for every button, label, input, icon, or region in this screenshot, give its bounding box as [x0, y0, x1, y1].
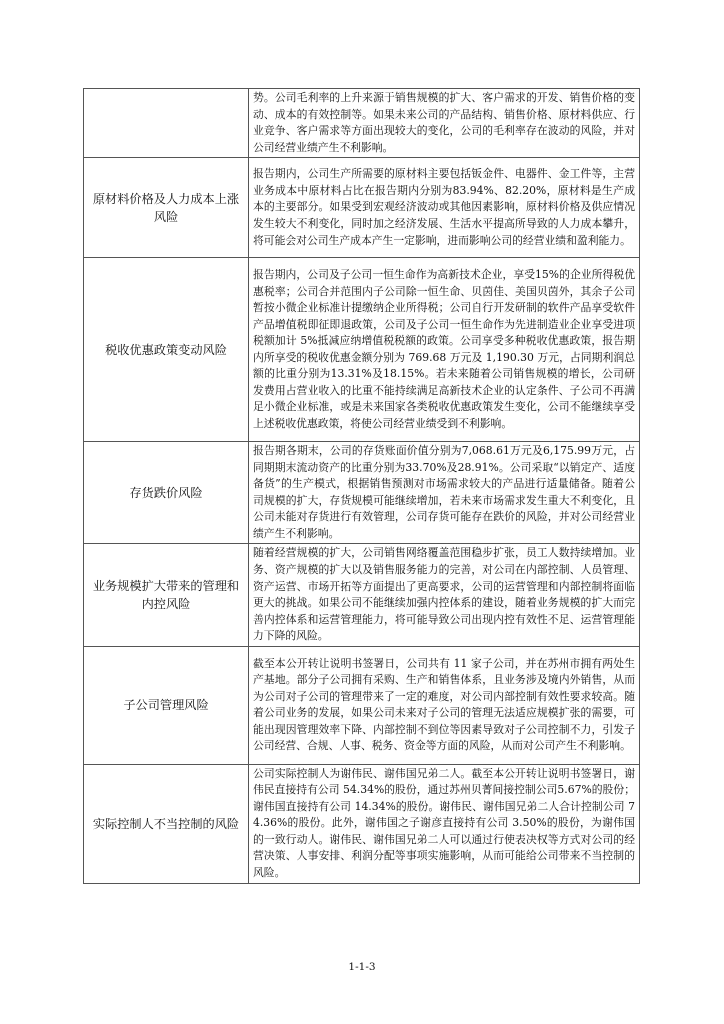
risk-description: 公司实际控制人为谢伟民、谢伟国兄弟二人。截至本公开转让说明书签署日，谢伟民直接持有公司 54.34%的股份，通过苏州贝菁间接控制公司5.67%的股份；谢伟国直接持有公司 14.34%的股份。谢伟民、谢伟国兄弟二人合计控制公司 74.36%的股份。此外，谢伟国之子谢彦直接持有公司 3.50%的股份，为谢伟国的一致行动人。谢伟民、谢伟国兄弟二人可以通过行使表决权等方式对公司的经营决策、人事安排、利润分配等事项实施影响，从而可能给公司带来不当控制的风险。 — [249, 764, 640, 883]
table-row — [84, 764, 640, 883]
risk-label: 税收优惠政策变动风险 — [84, 258, 249, 442]
risk-label: 实际控制人不当控制的风险 — [84, 764, 249, 883]
table-row — [84, 158, 640, 258]
table-row — [84, 258, 640, 442]
risk-description: 报告期内，公司及子公司一恒生命作为高新技术企业，享受15%的企业所得税优惠税率；公司合并范围内子公司除一恒生命、贝茵佳、美国贝茵外，其余子公司暂按小微企业标准计提缴纳企业所得税；公司自行开发研制的软件产品享受软件产品增值税即征即退政策，公司及子公司一恒生命作为先进制造业企业享受进项税额加计 5%抵减应纳增值税税额的政策。公司享受多种税收优惠政策，报告期内所享受的税收优惠金额分别为 769.68 万元及 1,190.30 万元，占同期利润总额的比重分别为13.31%及18.15%。若未来随着公司销售规模的增长，公司研发费用占营业收入的比重不能持续满足高新技术企业的认定条件、子公司不再满足小微企业标准，或是未来国家各类税收优惠政策发生变化，公司不能继续享受上述税收优惠政策，将使公司经营业绩受到不利影响。 — [249, 258, 640, 442]
risk-label: 原材料价格及人力成本上涨风险 — [84, 158, 249, 258]
table-row — [84, 442, 640, 544]
table-row — [84, 646, 640, 764]
risk-description: 报告期各期末，公司的存货账面价值分别为7,068.61万元及6,175.99万元，占同期期末流动资产的比重分别为33.70%及28.91%。公司采取“以销定产、适度备货”的生产模式，根据销售预测对市场需求较大的产品进行适量储备。随着公司规模的扩大，存货规模可能继续增加，若未来市场需求发生重大不利变化，且公司未能对存货进行有效管理，公司存货可能存在跌价的风险，并对公司经营业绩产生不利影响。 — [249, 442, 640, 544]
risk-label: 业务规模扩大带来的管理和内控风险 — [84, 544, 249, 646]
table-row — [84, 544, 640, 646]
risk-label — [84, 89, 249, 158]
risk-table — [83, 88, 640, 884]
risk-description: 截至本公开转让说明书签署日，公司共有 11 家子公司，并在苏州市拥有两处生产基地。部分子公司拥有采购、生产和销售体系，且业务涉及境内外销售，从而为公司对子公司的管理带来了一定的难度，对公司内部控制有效性要求较高。随着公司业务的发展，如果公司未来对子公司的管理无法适应规模扩张的需要，可能出现因管理效率下降、内部控制不到位等因素导致对子公司控制不力，引发子公司经营、合规、人事、税务、资金等方面的风险，从而对公司产生不利影响。 — [249, 646, 640, 764]
page-number: 1-1-3 — [348, 961, 376, 973]
risk-description: 报告期内，公司生产所需要的原材料主要包括钣金件、电器件、金工件等，主营业务成本中原材料占比在报告期内分别为83.94%、82.20%，原材料是生产成本的主要部分。如果受到宏观经济波动或其他因素影响，原材料价格及供应情况发生较大不利变化，同时加之经济发展、生活水平提高所导致的人力成本攀升，将可能会对公司生产成本产生一定影响，进而影响公司的经营业绩和盈利能力。 — [249, 158, 640, 258]
risk-table-container — [83, 88, 640, 884]
risk-label: 存货跌价风险 — [84, 442, 249, 544]
table-row — [84, 89, 640, 158]
risk-label: 子公司管理风险 — [84, 646, 249, 764]
risk-description: 随着经营规模的扩大，公司销售网络覆盖范围稳步扩张，员工人数持续增加。业务、资产规模的扩大以及销售服务能力的完善，对公司在内部控制、人员管理、资产运营、市场开拓等方面提出了更高要求，公司的运营管理和内部控制将面临更大的挑战。如果公司不能继续加强内控体系的建设，随着业务规模的扩大而完善内控体系和运营管理能力，将可能导致公司出现内控有效性不足、运营管理能力下降的风险。 — [249, 544, 640, 646]
risk-description: 势。公司毛利率的上升来源于销售规模的扩大、客户需求的开发、销售价格的变动、成本的有效控制等。如果未来公司的产品结构、销售价格、原材料供应、行业竞争、客户需求等方面出现较大的变化，公司的毛利率存在波动的风险，并对公司经营业绩产生不利影响。 — [249, 89, 640, 158]
